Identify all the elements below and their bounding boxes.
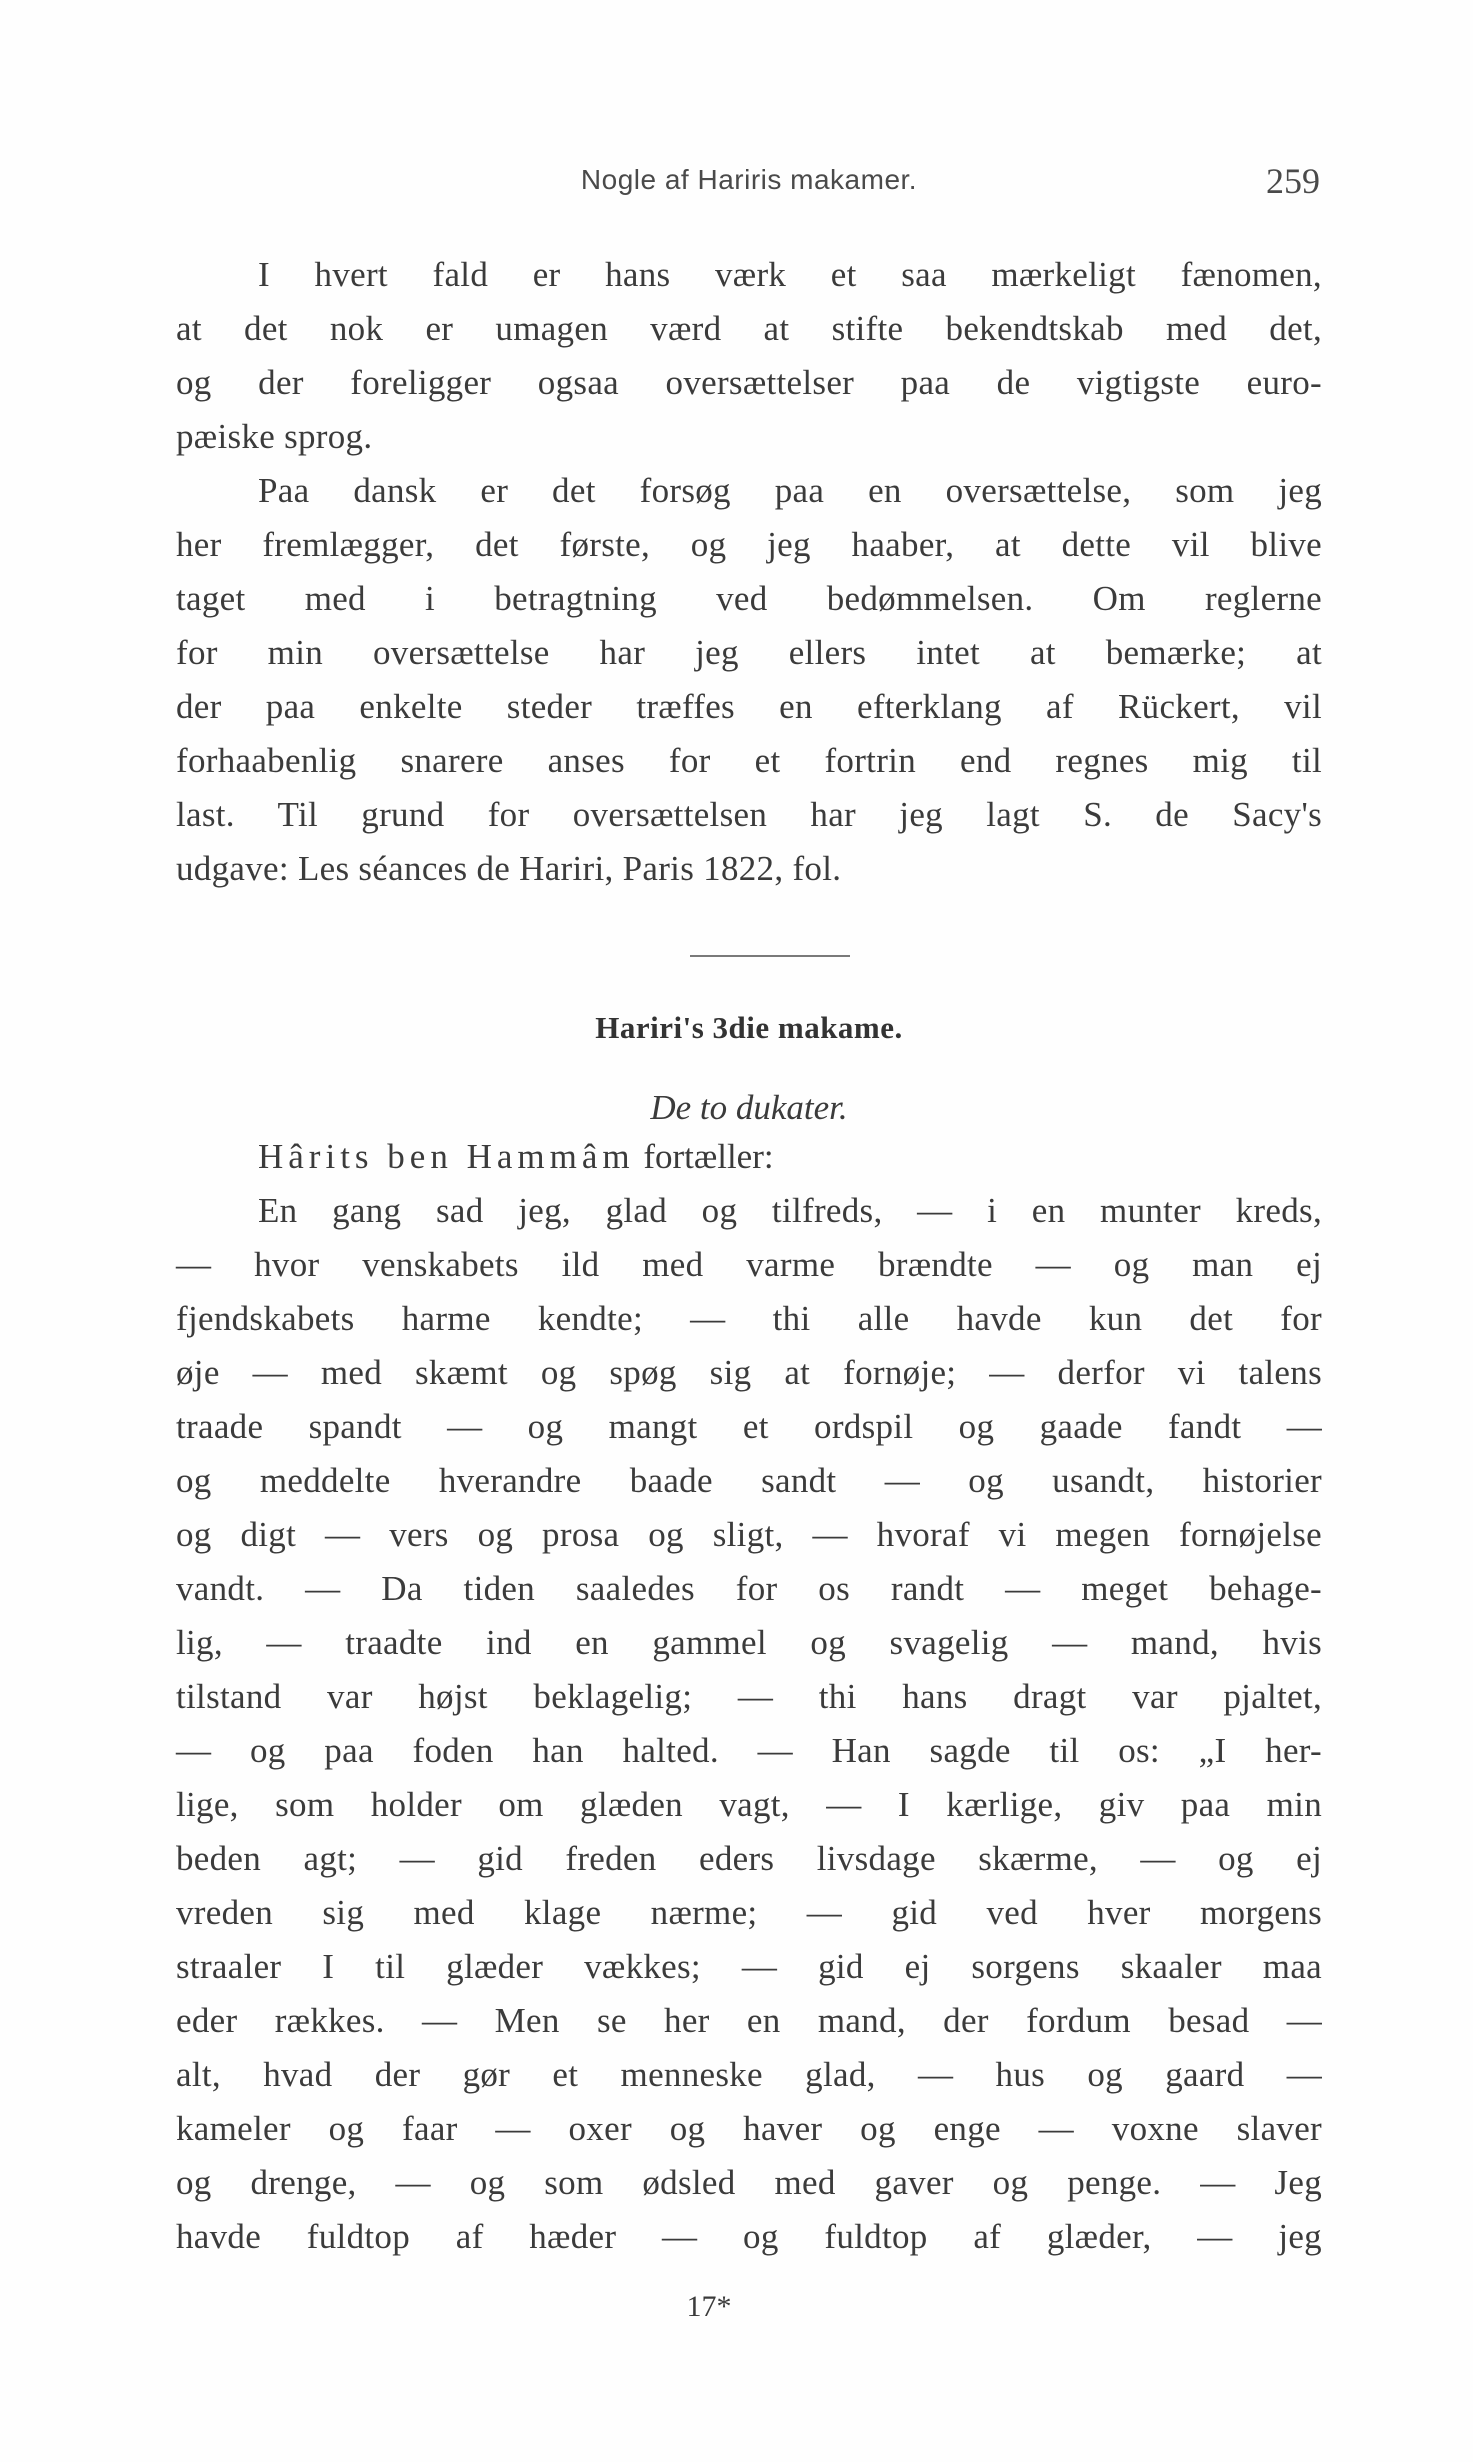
intro-line: udgave: Les séances de Hariri, Paris 1822, fol.	[176, 849, 842, 888]
makame-subtitle: De to dukater.	[650, 1088, 848, 1127]
makame-line: traade spandt — og mangt et ordspil og gaade fandt —	[176, 1407, 1322, 1446]
makame-line: En gang sad jeg, glad og tilfreds, — i en munter kreds,	[258, 1191, 1322, 1230]
makame-line: og digt — vers og prosa og sligt, — hvoraf vi megen fornøjelse	[176, 1515, 1322, 1554]
intro-line: der paa enkelte steder træffes en efterklang af Rückert, vil	[176, 687, 1322, 726]
makame-line: og drenge, — og som ødsled med gaver og penge. — Jeg	[176, 2163, 1322, 2202]
makame-line: tilstand var højst beklagelig; — thi hans dragt var pjaltet,	[176, 1677, 1322, 1716]
intro-line: I hvert fald er hans værk et saa mærkeligt fænomen,	[258, 255, 1322, 294]
narrator-verb: fortæller:	[634, 1137, 774, 1176]
narrator-name: Hârits ben Hammâm	[258, 1137, 635, 1176]
intro-line: at det nok er umagen værd at stifte bekendtskab med det,	[176, 309, 1322, 348]
makame-line: havde fuldtop af hæder — og fuldtop af glæder, — jeg	[176, 2217, 1322, 2256]
makame-title: Hariri's 3die makame.	[595, 1010, 903, 1045]
intro-line: pæiske sprog.	[176, 417, 373, 456]
makame-line: kameler og faar — oxer og haver og enge — voxne slaver	[176, 2109, 1322, 2148]
makame-line: fjendskabets harme kendte; — thi alle havde kun det for	[176, 1299, 1322, 1338]
intro-line: her fremlægger, det første, og jeg haaber, at dette vil blive	[176, 525, 1322, 564]
page-header	[178, 160, 1320, 204]
signature-mark	[176, 2290, 1322, 2324]
makame-line: øje — med skæmt og spøg sig at fornøje; — derfor vi talens	[176, 1353, 1322, 1392]
intro-section	[176, 248, 1322, 896]
intro-line: og der foreligger ogsaa oversættelser paa de vigtigste euro-	[176, 363, 1322, 402]
running-head: Nogle af Hariris makamer.	[580, 164, 918, 195]
makame-line: beden agt; — gid freden eders livsdage skærme, — og ej	[176, 1839, 1322, 1878]
makame-line: lige, som holder om glæden vagt, — I kærlige, giv paa min	[176, 1785, 1322, 1824]
intro-line: forhaabenlig snarere anses for et fortrin end regnes mig til	[176, 741, 1322, 780]
makame-line: — og paa foden han halted. — Han sagde til os: „I her-	[176, 1731, 1322, 1770]
signature-text: 17*	[686, 2290, 732, 2323]
makame-line: — hvor venskabets ild med varme brændte — og man ej	[176, 1245, 1322, 1284]
makame-line: og meddelte hverandre baade sandt — og usandt, historier	[176, 1461, 1322, 1500]
intro-line: last. Til grund for oversættelsen har jeg lagt S. de Sacy's	[176, 795, 1322, 834]
intro-line: for min oversættelse har jeg ellers intet at bemærke; at	[176, 633, 1322, 672]
makame-line: alt, hvad der gør et menneske glad, — hus og gaard —	[176, 2055, 1322, 2094]
makame-line: vreden sig med klage nærme; — gid ved hver morgens	[176, 1893, 1322, 1932]
makame-line: lig, — traadte ind en gammel og svagelig — mand, hvis	[176, 1623, 1322, 1662]
makame-line: eder rækkes. — Men se her en mand, der fordum besad —	[176, 2001, 1322, 2040]
narrator-line	[258, 1130, 774, 1184]
intro-line: Paa dansk er det forsøg paa en oversættelse, som jeg	[258, 471, 1322, 510]
page-number: 259	[1266, 161, 1320, 201]
makame-line: vandt. — Da tiden saaledes for os randt — meget behage-	[176, 1569, 1322, 1608]
intro-line: taget med i betragtning ved bedømmelsen. Om reglerne	[176, 579, 1322, 618]
section-divider	[690, 955, 850, 957]
makame-line: straaler I til glæder vækkes; — gid ej sorgens skaaler maa	[176, 1947, 1322, 1986]
makame-text	[176, 1184, 1322, 2264]
